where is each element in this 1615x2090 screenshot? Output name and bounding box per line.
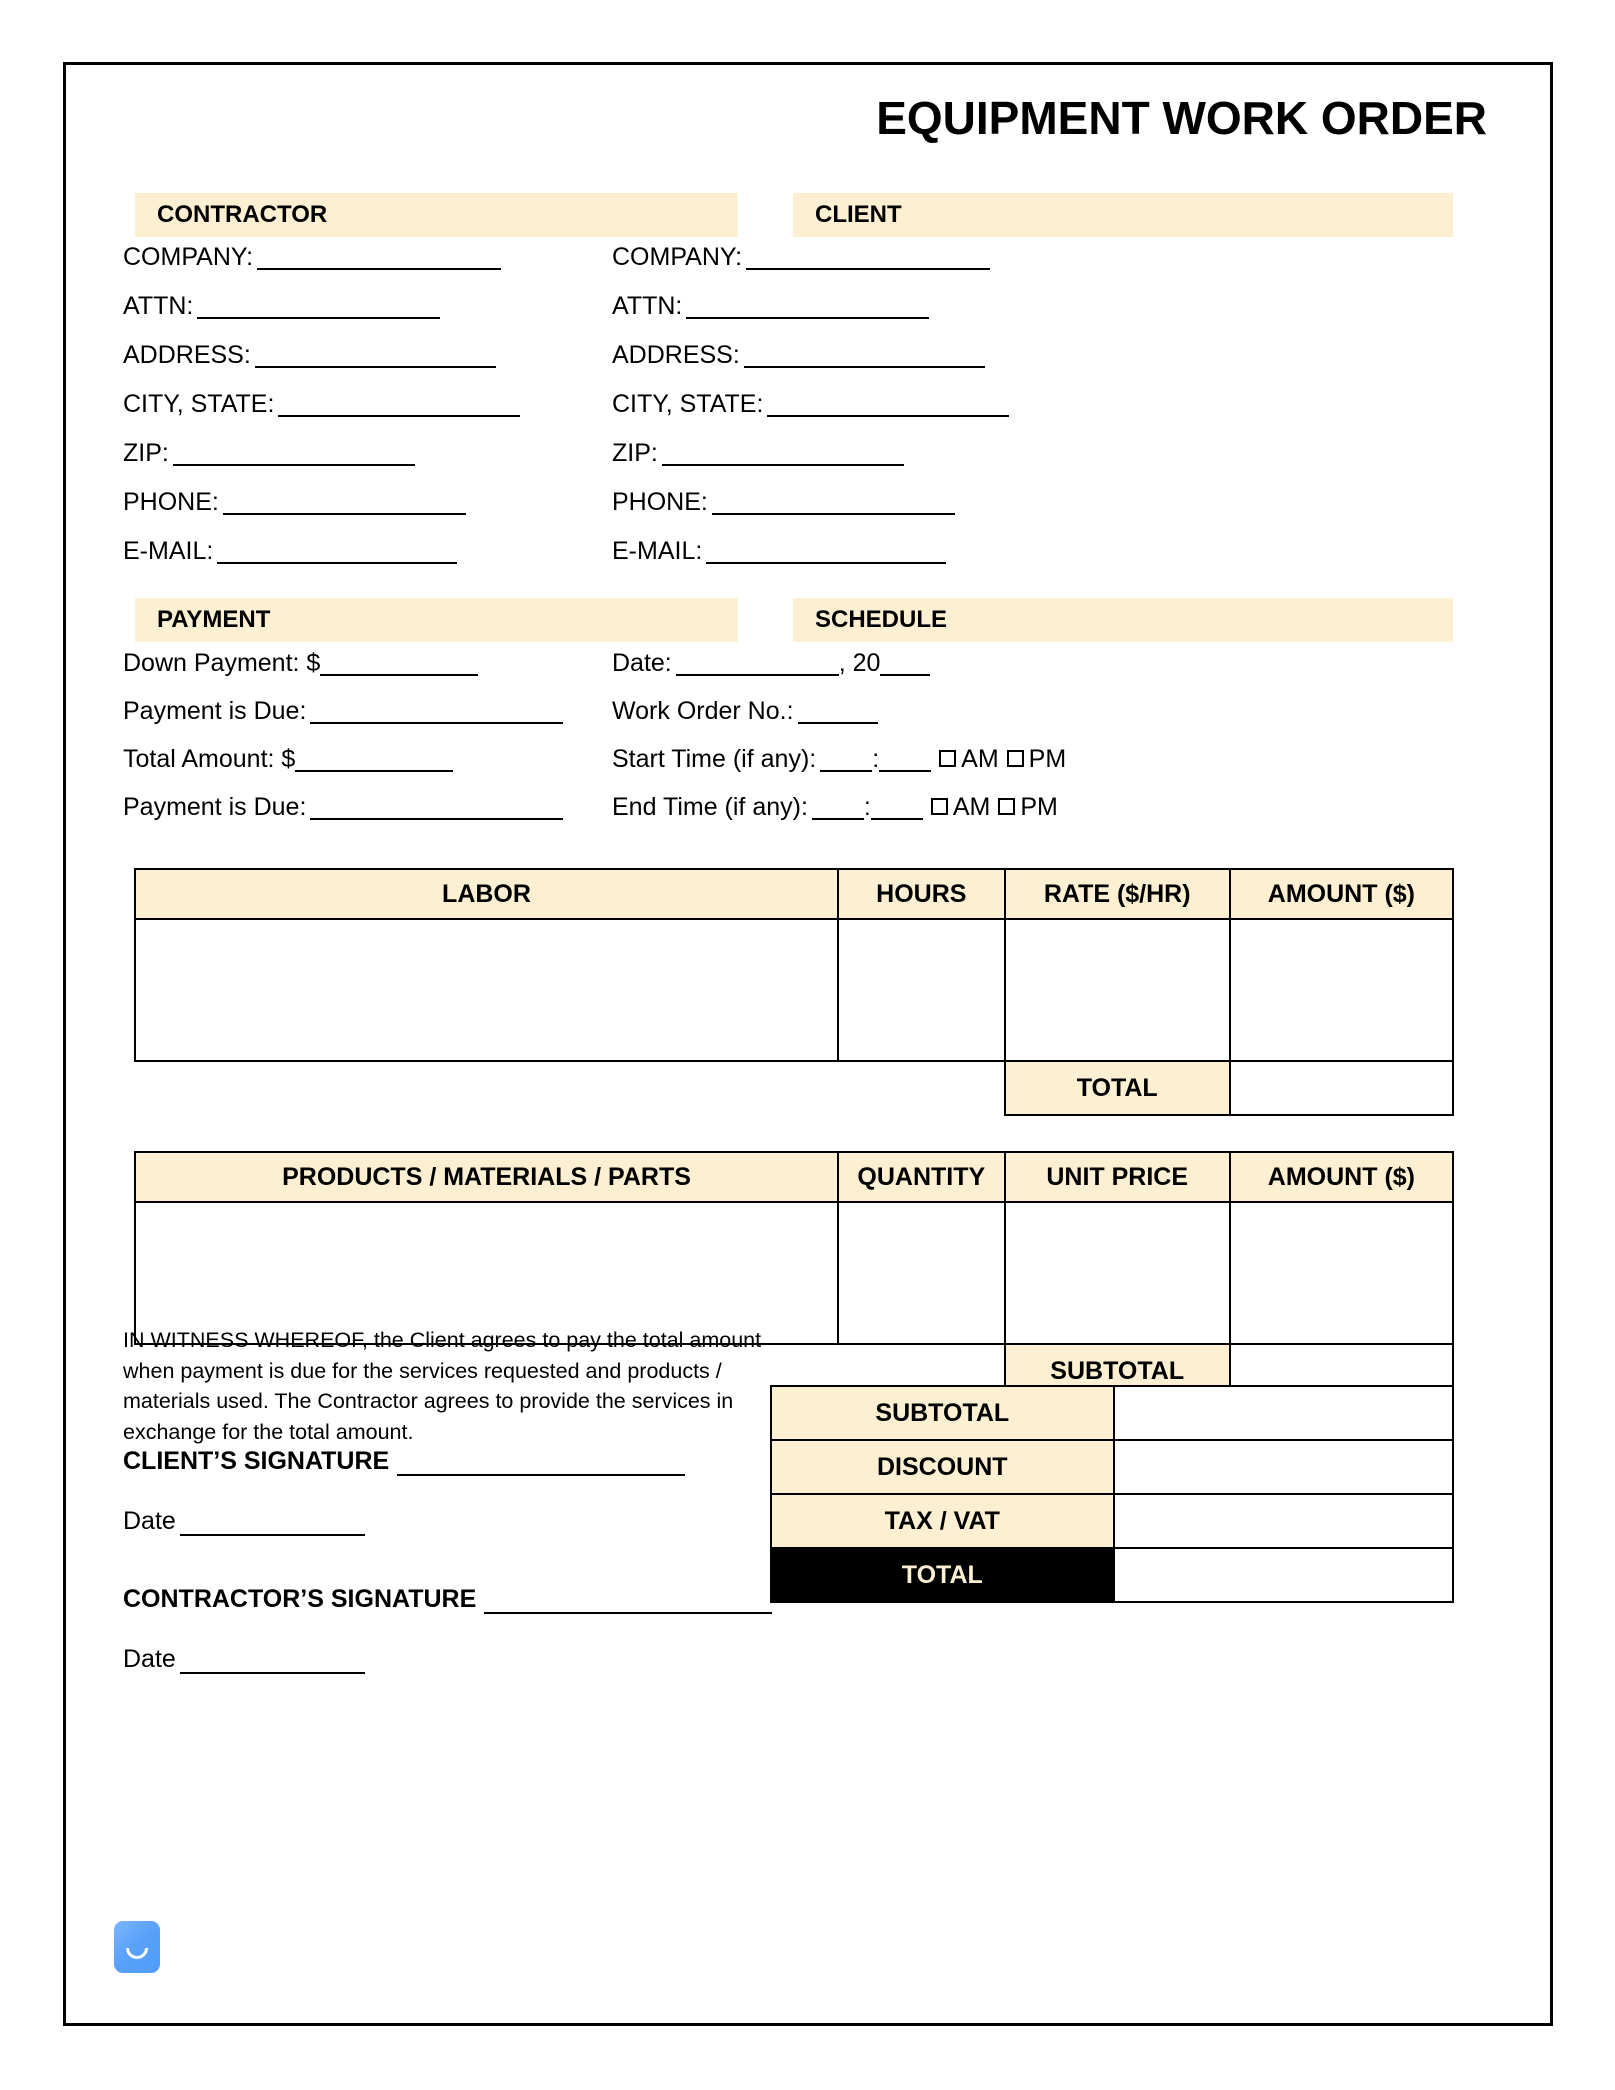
client-zip-label: ZIP: <box>612 439 658 467</box>
contractor-address-input[interactable] <box>255 346 496 368</box>
contractor-city-state-label: CITY, STATE: <box>123 390 275 418</box>
summary-value-tax[interactable] <box>1114 1494 1453 1548</box>
summary-value-subtotal[interactable] <box>1114 1386 1453 1440</box>
schedule-year-input[interactable] <box>880 654 930 676</box>
client-attn-input[interactable] <box>686 297 929 319</box>
section-header-payment <box>135 598 738 642</box>
end-time-separator: : <box>863 793 871 821</box>
contractor-zip-field[interactable] <box>123 441 415 466</box>
client-zip-field[interactable] <box>612 441 904 466</box>
section-header-contractor <box>135 193 738 237</box>
summary-label-tax: TAX / VAT <box>771 1494 1114 1548</box>
client-date-input[interactable] <box>180 1514 365 1536</box>
products-header-amount: AMOUNT ($) <box>1230 1152 1453 1202</box>
client-attn-label: ATTN: <box>612 292 683 320</box>
labor-header-labor: LABOR <box>135 869 838 919</box>
summary-label-discount: DISCOUNT <box>771 1440 1114 1494</box>
summary-row-tax <box>771 1494 1453 1548</box>
contractor-attn-input[interactable] <box>197 297 440 319</box>
products-header-quantity: QUANTITY <box>838 1152 1005 1202</box>
labor-cell-hours[interactable] <box>838 919 1005 1061</box>
client-heading-label: CLIENT <box>815 201 902 228</box>
start-time-pm-label: PM <box>1028 745 1067 773</box>
labor-cell-amount[interactable] <box>1230 919 1453 1061</box>
section-header-client <box>793 193 1453 237</box>
start-time-separator: : <box>872 745 880 773</box>
client-city-state-field[interactable] <box>612 392 1009 417</box>
labor-total-spacer-2 <box>838 1061 1005 1115</box>
client-phone-label: PHONE: <box>612 488 708 516</box>
contractor-city-state-input[interactable] <box>278 395 520 417</box>
labor-total-value[interactable] <box>1230 1061 1453 1115</box>
labor-total-label: TOTAL <box>1005 1061 1230 1115</box>
summary-label-subtotal: SUBTOTAL <box>771 1386 1114 1440</box>
client-city-state-label: CITY, STATE: <box>612 390 764 418</box>
contractor-zip-label: ZIP: <box>123 439 169 467</box>
client-address-field[interactable] <box>612 343 985 368</box>
start-time-label: Start Time (if any): <box>612 745 817 773</box>
summary-table <box>770 1385 1454 1603</box>
down-payment-field[interactable] <box>123 651 478 676</box>
products-cell-quantity[interactable] <box>838 1202 1005 1344</box>
contractor-signature-row[interactable] <box>123 1585 772 1614</box>
labor-table-header-row <box>135 869 1453 919</box>
client-signature-input[interactable] <box>397 1454 685 1476</box>
client-date-label: Date <box>123 1507 176 1535</box>
contractor-company-input[interactable] <box>257 248 501 270</box>
client-company-label: COMPANY: <box>612 243 743 271</box>
contractor-phone-field[interactable] <box>123 490 466 515</box>
work-order-no-input[interactable] <box>798 702 878 724</box>
total-amount-field[interactable] <box>123 747 453 772</box>
labor-total-row <box>135 1061 1453 1115</box>
down-payment-input[interactable] <box>320 654 478 676</box>
contractor-city-state-field[interactable] <box>123 392 520 417</box>
smile-shape <box>126 1948 148 1959</box>
start-time-minute-input[interactable] <box>879 750 931 772</box>
witness-clause: IN WITNESS WHEREOF, the Client agrees to pay the total amount when payment is due for the services requested and products / materials used. The Contractor agrees to provide the services in exchange for the total amount. <box>123 1328 762 1444</box>
payment-heading-label: PAYMENT <box>157 606 271 633</box>
down-payment-label: Down Payment: $ <box>123 649 321 677</box>
client-address-label: ADDRESS: <box>612 341 740 369</box>
client-date-row[interactable] <box>123 1507 365 1536</box>
work-order-no-field[interactable] <box>612 699 878 724</box>
page-title: EQUIPMENT WORK ORDER <box>876 92 1487 144</box>
contractor-heading-label: CONTRACTOR <box>157 201 328 228</box>
contractor-phone-input[interactable] <box>223 493 466 515</box>
schedule-date-label: Date: <box>612 649 672 677</box>
contractor-address-label: ADDRESS: <box>123 341 251 369</box>
summary-row-discount <box>771 1440 1453 1494</box>
end-time-hour-input[interactable] <box>812 798 864 820</box>
products-header-unit-price: UNIT PRICE <box>1005 1152 1230 1202</box>
client-email-field[interactable] <box>612 539 946 564</box>
total-amount-input[interactable] <box>295 750 453 772</box>
products-cell-unit-price[interactable] <box>1005 1202 1230 1344</box>
schedule-year-prefix: , 20 <box>838 649 881 677</box>
labor-table <box>134 868 1454 1116</box>
section-header-schedule <box>793 598 1453 642</box>
products-subtotal-label: SUBTOTAL <box>1005 1344 1230 1398</box>
summary-row-subtotal <box>771 1386 1453 1440</box>
summary-value-total[interactable] <box>1114 1548 1453 1602</box>
work-order-no-label: Work Order No.: <box>612 697 794 725</box>
start-time-field[interactable] <box>612 747 1066 772</box>
contractor-company-label: COMPANY: <box>123 243 254 271</box>
labor-table-row[interactable] <box>135 919 1453 1061</box>
products-cell-amount[interactable] <box>1230 1202 1453 1344</box>
products-header-description: PRODUCTS / MATERIALS / PARTS <box>135 1152 838 1202</box>
payment-due-1-field[interactable] <box>123 699 563 724</box>
contractor-email-label: E-MAIL: <box>123 537 214 565</box>
contractor-date-input[interactable] <box>180 1652 365 1674</box>
products-cell-description[interactable] <box>135 1202 838 1344</box>
payment-due-2-input[interactable] <box>310 798 563 820</box>
client-signature-label: CLIENT’S SIGNATURE <box>123 1447 390 1475</box>
summary-label-total: TOTAL <box>771 1548 1114 1602</box>
labor-total-spacer-1 <box>135 1061 838 1115</box>
end-time-pm-checkbox[interactable] <box>998 798 1015 815</box>
contractor-attn-field[interactable] <box>123 294 440 319</box>
summary-value-discount[interactable] <box>1114 1440 1453 1494</box>
payment-due-2-label: Payment is Due: <box>123 793 307 821</box>
products-table-row[interactable] <box>135 1202 1453 1344</box>
schedule-date-field[interactable] <box>612 651 930 676</box>
client-email-input[interactable] <box>706 542 946 564</box>
schedule-date-input[interactable] <box>676 654 839 676</box>
labor-cell-rate[interactable] <box>1005 919 1230 1061</box>
document-smiley-logo-icon <box>114 1921 160 1973</box>
end-time-pm-label: PM <box>1020 793 1058 821</box>
payment-due-1-label: Payment is Due: <box>123 697 307 725</box>
payment-due-1-input[interactable] <box>310 702 563 724</box>
client-zip-input[interactable] <box>662 444 904 466</box>
contractor-company-field[interactable] <box>123 245 501 270</box>
contractor-email-input[interactable] <box>217 542 457 564</box>
contractor-signature-input[interactable] <box>484 1592 772 1614</box>
end-time-minute-input[interactable] <box>871 798 923 820</box>
client-email-label: E-MAIL: <box>612 537 703 565</box>
schedule-heading-label: SCHEDULE <box>815 606 948 633</box>
contractor-address-field[interactable] <box>123 343 496 368</box>
end-time-field[interactable] <box>612 795 1058 820</box>
end-time-am-checkbox[interactable] <box>931 798 948 815</box>
start-time-pm-checkbox[interactable] <box>1007 750 1024 767</box>
start-time-hour-input[interactable] <box>820 750 872 772</box>
labor-cell-description[interactable] <box>135 919 838 1061</box>
start-time-am-label: AM <box>961 745 999 773</box>
contractor-date-label: Date <box>123 1645 176 1673</box>
client-city-state-input[interactable] <box>767 395 1009 417</box>
labor-header-amount: AMOUNT ($) <box>1230 869 1453 919</box>
labor-header-rate: RATE ($/HR) <box>1005 869 1230 919</box>
end-time-am-label: AM <box>952 793 991 821</box>
contractor-email-field[interactable] <box>123 539 457 564</box>
client-attn-field[interactable] <box>612 294 929 319</box>
end-time-label: End Time (if any): <box>612 793 808 821</box>
contractor-signature-label: CONTRACTOR’S SIGNATURE <box>123 1585 477 1613</box>
total-amount-label: Total Amount: $ <box>123 745 296 773</box>
payment-due-2-field[interactable] <box>123 795 563 820</box>
contractor-date-row[interactable] <box>123 1645 365 1674</box>
contractor-zip-input[interactable] <box>173 444 415 466</box>
contractor-phone-label: PHONE: <box>123 488 219 516</box>
contractor-attn-label: ATTN: <box>123 292 194 320</box>
start-time-am-checkbox[interactable] <box>939 750 956 767</box>
client-phone-field[interactable] <box>612 490 955 515</box>
client-phone-input[interactable] <box>712 493 955 515</box>
client-company-field[interactable] <box>612 245 990 270</box>
client-signature-row[interactable] <box>123 1447 685 1476</box>
document-page <box>63 62 1553 2026</box>
client-company-input[interactable] <box>746 248 990 270</box>
client-address-input[interactable] <box>744 346 985 368</box>
summary-row-total <box>771 1548 1453 1602</box>
products-table-header-row <box>135 1152 1453 1202</box>
labor-header-hours: HOURS <box>838 869 1005 919</box>
